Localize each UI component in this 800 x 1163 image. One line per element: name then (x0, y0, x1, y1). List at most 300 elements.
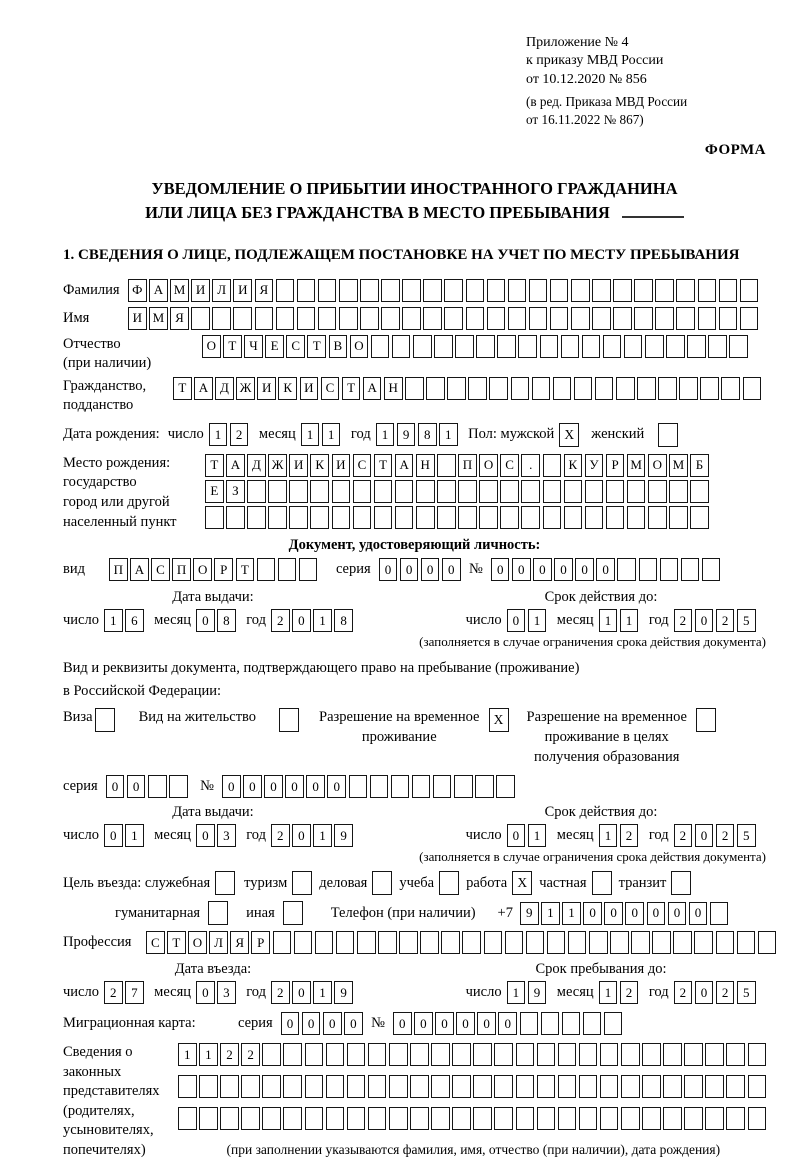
char-cell[interactable] (613, 307, 632, 330)
char-cell[interactable]: 0 (491, 558, 510, 581)
char-cell[interactable] (537, 1075, 556, 1098)
char-cell[interactable] (521, 480, 540, 503)
char-cell[interactable] (289, 506, 308, 529)
char-cell[interactable]: 1 (313, 609, 332, 632)
char-cell[interactable]: 5 (737, 981, 756, 1004)
char-cell[interactable]: С (146, 931, 165, 954)
char-cell[interactable]: 2 (674, 824, 693, 847)
char-cell[interactable] (371, 335, 390, 358)
char-cell[interactable]: 2 (716, 981, 735, 1004)
char-cell[interactable]: 0 (456, 1012, 475, 1035)
char-cell[interactable]: У (585, 454, 604, 477)
char-cell[interactable] (452, 1043, 471, 1066)
doc-issue-month-cells[interactable] (196, 609, 238, 632)
char-cell[interactable]: А (363, 377, 382, 400)
char-cell[interactable] (360, 279, 379, 302)
char-cell[interactable]: 8 (334, 609, 353, 632)
char-cell[interactable] (708, 335, 727, 358)
char-cell[interactable] (268, 506, 287, 529)
char-cell[interactable] (583, 1012, 602, 1035)
char-cell[interactable]: 1 (528, 824, 547, 847)
char-cell[interactable]: А (395, 454, 414, 477)
char-cell[interactable]: 2 (271, 824, 290, 847)
char-cell[interactable]: А (149, 279, 168, 302)
char-cell[interactable]: 1 (599, 981, 618, 1004)
char-cell[interactable]: 0 (323, 1012, 342, 1035)
rvp-number-cells[interactable] (222, 775, 517, 798)
char-cell[interactable]: 8 (418, 423, 437, 446)
char-cell[interactable] (402, 279, 421, 302)
char-cell[interactable]: Л (209, 931, 228, 954)
char-cell[interactable] (353, 506, 372, 529)
char-cell[interactable] (634, 279, 653, 302)
char-cell[interactable]: Я (230, 931, 249, 954)
char-cell[interactable]: О (202, 335, 221, 358)
char-cell[interactable]: З (226, 480, 245, 503)
purpose-official-checkbox[interactable] (215, 871, 235, 895)
rvp-valid-day-cells[interactable] (507, 824, 549, 847)
char-cell[interactable] (508, 307, 527, 330)
char-cell[interactable] (339, 279, 358, 302)
char-cell[interactable] (710, 902, 729, 925)
char-cell[interactable] (681, 558, 700, 581)
rvp-issue-month-cells[interactable] (196, 824, 238, 847)
char-cell[interactable] (479, 480, 498, 503)
char-cell[interactable] (205, 506, 224, 529)
char-cell[interactable]: 2 (620, 981, 639, 1004)
char-cell[interactable] (395, 480, 414, 503)
char-cell[interactable] (178, 1107, 197, 1130)
char-cell[interactable]: И (332, 454, 351, 477)
char-cell[interactable]: Т (374, 454, 393, 477)
char-cell[interactable] (326, 1107, 345, 1130)
purpose-study-checkbox[interactable] (439, 871, 459, 895)
char-cell[interactable]: Е (205, 480, 224, 503)
char-cell[interactable]: Ф (128, 279, 147, 302)
char-cell[interactable]: И (233, 279, 252, 302)
rvp-checkbox[interactable]: X (489, 708, 509, 732)
char-cell[interactable] (543, 480, 562, 503)
char-cell[interactable]: 0 (243, 775, 262, 798)
char-cell[interactable]: С (286, 335, 305, 358)
char-cell[interactable]: И (289, 454, 308, 477)
char-cell[interactable]: Р (251, 931, 270, 954)
birth-year-cells[interactable] (376, 423, 460, 446)
char-cell[interactable]: 6 (125, 609, 144, 632)
char-cell[interactable] (423, 307, 442, 330)
char-cell[interactable] (663, 1043, 682, 1066)
char-cell[interactable] (389, 1043, 408, 1066)
rvp-education-checkbox[interactable] (696, 708, 716, 732)
char-cell[interactable]: 0 (695, 981, 714, 1004)
birthplace-row2-cells[interactable] (205, 480, 711, 503)
char-cell[interactable] (726, 1107, 745, 1130)
char-cell[interactable]: И (191, 279, 210, 302)
profession-cells[interactable] (146, 931, 779, 954)
char-cell[interactable] (487, 279, 506, 302)
char-cell[interactable] (540, 335, 559, 358)
char-cell[interactable]: 7 (125, 981, 144, 1004)
char-cell[interactable] (676, 307, 695, 330)
char-cell[interactable] (543, 506, 562, 529)
char-cell[interactable] (169, 775, 188, 798)
birth-day-cells[interactable] (209, 423, 251, 446)
char-cell[interactable] (479, 506, 498, 529)
char-cell[interactable] (639, 558, 658, 581)
char-cell[interactable] (702, 558, 721, 581)
char-cell[interactable] (529, 279, 548, 302)
char-cell[interactable] (368, 1043, 387, 1066)
char-cell[interactable] (505, 931, 524, 954)
char-cell[interactable] (634, 307, 653, 330)
char-cell[interactable] (353, 480, 372, 503)
char-cell[interactable]: 0 (604, 902, 623, 925)
char-cell[interactable]: 2 (220, 1043, 239, 1066)
char-cell[interactable]: 9 (334, 981, 353, 1004)
char-cell[interactable] (600, 1075, 619, 1098)
char-cell[interactable] (410, 1107, 429, 1130)
representatives-row2-cells[interactable] (178, 1075, 769, 1098)
char-cell[interactable] (484, 931, 503, 954)
char-cell[interactable] (537, 1043, 556, 1066)
char-cell[interactable] (721, 377, 740, 400)
char-cell[interactable] (743, 377, 762, 400)
char-cell[interactable] (621, 1043, 640, 1066)
char-cell[interactable]: И (128, 307, 147, 330)
char-cell[interactable]: Т (236, 558, 255, 581)
char-cell[interactable] (740, 279, 759, 302)
char-cell[interactable] (719, 279, 738, 302)
char-cell[interactable] (645, 335, 664, 358)
char-cell[interactable] (719, 307, 738, 330)
char-cell[interactable]: 1 (599, 609, 618, 632)
char-cell[interactable] (642, 1107, 661, 1130)
char-cell[interactable] (455, 335, 474, 358)
char-cell[interactable] (518, 335, 537, 358)
char-cell[interactable] (278, 558, 297, 581)
char-cell[interactable]: 1 (313, 981, 332, 1004)
char-cell[interactable] (447, 377, 466, 400)
char-cell[interactable]: 1 (562, 902, 581, 925)
char-cell[interactable] (257, 558, 276, 581)
char-cell[interactable] (283, 1107, 302, 1130)
purpose-humanitarian-checkbox[interactable] (208, 901, 228, 925)
char-cell[interactable]: 5 (737, 824, 756, 847)
char-cell[interactable]: П (172, 558, 191, 581)
char-cell[interactable] (663, 1107, 682, 1130)
char-cell[interactable]: 2 (271, 981, 290, 1004)
char-cell[interactable] (500, 506, 519, 529)
char-cell[interactable] (600, 1107, 619, 1130)
char-cell[interactable] (441, 931, 460, 954)
char-cell[interactable] (684, 1043, 703, 1066)
char-cell[interactable] (526, 931, 545, 954)
char-cell[interactable] (521, 506, 540, 529)
char-cell[interactable] (571, 279, 590, 302)
char-cell[interactable] (666, 335, 685, 358)
char-cell[interactable]: . (521, 454, 540, 477)
representatives-row3-cells[interactable] (178, 1107, 769, 1130)
char-cell[interactable] (592, 279, 611, 302)
char-cell[interactable]: 0 (668, 902, 687, 925)
char-cell[interactable]: О (479, 454, 498, 477)
char-cell[interactable]: 0 (127, 775, 146, 798)
char-cell[interactable] (392, 335, 411, 358)
char-cell[interactable]: М (149, 307, 168, 330)
char-cell[interactable] (423, 279, 442, 302)
doc-number-cells[interactable] (491, 558, 723, 581)
char-cell[interactable]: 1 (104, 609, 123, 632)
char-cell[interactable]: 0 (302, 1012, 321, 1035)
char-cell[interactable]: Н (384, 377, 403, 400)
char-cell[interactable] (220, 1107, 239, 1130)
stay-year-cells[interactable] (674, 981, 758, 1004)
char-cell[interactable]: 0 (222, 775, 241, 798)
char-cell[interactable] (621, 1107, 640, 1130)
char-cell[interactable] (737, 931, 756, 954)
char-cell[interactable] (381, 279, 400, 302)
char-cell[interactable] (310, 480, 329, 503)
char-cell[interactable] (283, 1043, 302, 1066)
char-cell[interactable]: 0 (498, 1012, 517, 1035)
char-cell[interactable]: Я (255, 279, 274, 302)
char-cell[interactable] (648, 480, 667, 503)
char-cell[interactable]: И (257, 377, 276, 400)
char-cell[interactable]: 1 (376, 423, 395, 446)
char-cell[interactable] (332, 480, 351, 503)
char-cell[interactable]: 0 (327, 775, 346, 798)
char-cell[interactable] (758, 931, 777, 954)
char-cell[interactable] (516, 1107, 535, 1130)
rvp-valid-month-cells[interactable] (599, 824, 641, 847)
char-cell[interactable] (336, 931, 355, 954)
purpose-work-checkbox[interactable]: X (512, 871, 532, 895)
char-cell[interactable] (276, 307, 295, 330)
char-cell[interactable] (233, 307, 252, 330)
char-cell[interactable] (305, 1043, 324, 1066)
char-cell[interactable] (684, 1075, 703, 1098)
char-cell[interactable]: 3 (217, 824, 236, 847)
char-cell[interactable]: 0 (400, 558, 419, 581)
char-cell[interactable] (360, 307, 379, 330)
char-cell[interactable]: Е (265, 335, 284, 358)
char-cell[interactable] (332, 506, 351, 529)
char-cell[interactable] (600, 1043, 619, 1066)
char-cell[interactable] (297, 279, 316, 302)
char-cell[interactable] (391, 775, 410, 798)
char-cell[interactable] (616, 377, 635, 400)
char-cell[interactable] (592, 307, 611, 330)
char-cell[interactable] (402, 307, 421, 330)
char-cell[interactable]: Я (170, 307, 189, 330)
char-cell[interactable] (212, 307, 231, 330)
char-cell[interactable]: А (194, 377, 213, 400)
char-cell[interactable] (326, 1043, 345, 1066)
char-cell[interactable] (558, 1075, 577, 1098)
char-cell[interactable]: 0 (647, 902, 666, 925)
char-cell[interactable] (437, 454, 456, 477)
char-cell[interactable] (673, 931, 692, 954)
doc-valid-month-cells[interactable] (599, 609, 641, 632)
char-cell[interactable] (624, 335, 643, 358)
char-cell[interactable] (648, 506, 667, 529)
purpose-tourism-checkbox[interactable] (292, 871, 312, 895)
char-cell[interactable] (547, 931, 566, 954)
char-cell[interactable] (310, 506, 329, 529)
char-cell[interactable] (729, 335, 748, 358)
representatives-row1-cells[interactable] (178, 1043, 769, 1066)
char-cell[interactable]: 9 (334, 824, 353, 847)
char-cell[interactable] (494, 1075, 513, 1098)
char-cell[interactable]: С (353, 454, 372, 477)
char-cell[interactable]: 1 (125, 824, 144, 847)
char-cell[interactable] (658, 377, 677, 400)
char-cell[interactable] (178, 1075, 197, 1098)
char-cell[interactable] (585, 480, 604, 503)
char-cell[interactable]: 2 (716, 824, 735, 847)
residence-permit-checkbox[interactable] (279, 708, 299, 732)
char-cell[interactable] (606, 480, 625, 503)
char-cell[interactable] (431, 1107, 450, 1130)
char-cell[interactable]: К (564, 454, 583, 477)
char-cell[interactable]: 0 (435, 1012, 454, 1035)
char-cell[interactable] (262, 1043, 281, 1066)
char-cell[interactable]: 0 (689, 902, 708, 925)
char-cell[interactable]: Ж (268, 454, 287, 477)
char-cell[interactable]: 1 (301, 423, 320, 446)
char-cell[interactable] (458, 506, 477, 529)
rvp-issue-year-cells[interactable] (271, 824, 355, 847)
char-cell[interactable] (516, 1075, 535, 1098)
char-cell[interactable] (466, 279, 485, 302)
char-cell[interactable] (255, 307, 274, 330)
char-cell[interactable]: О (193, 558, 212, 581)
char-cell[interactable] (726, 1043, 745, 1066)
doc-series-cells[interactable] (379, 558, 463, 581)
char-cell[interactable]: 0 (507, 609, 526, 632)
char-cell[interactable] (405, 377, 424, 400)
char-cell[interactable] (579, 1043, 598, 1066)
char-cell[interactable] (613, 279, 632, 302)
char-cell[interactable] (299, 558, 318, 581)
char-cell[interactable] (475, 775, 494, 798)
char-cell[interactable] (487, 307, 506, 330)
char-cell[interactable] (148, 775, 167, 798)
char-cell[interactable] (748, 1043, 767, 1066)
birthplace-row1-cells[interactable] (205, 454, 711, 477)
char-cell[interactable] (655, 307, 674, 330)
char-cell[interactable] (494, 1043, 513, 1066)
char-cell[interactable]: И (300, 377, 319, 400)
char-cell[interactable]: 0 (575, 558, 594, 581)
char-cell[interactable] (676, 279, 695, 302)
char-cell[interactable]: Л (212, 279, 231, 302)
char-cell[interactable] (595, 377, 614, 400)
char-cell[interactable] (305, 1075, 324, 1098)
char-cell[interactable]: 0 (533, 558, 552, 581)
char-cell[interactable] (705, 1107, 724, 1130)
entry-day-cells[interactable] (104, 981, 146, 1004)
char-cell[interactable] (748, 1107, 767, 1130)
char-cell[interactable] (410, 1075, 429, 1098)
char-cell[interactable] (571, 307, 590, 330)
phone-cells[interactable] (520, 902, 731, 925)
char-cell[interactable] (412, 775, 431, 798)
char-cell[interactable]: 2 (230, 423, 249, 446)
char-cell[interactable] (579, 1075, 598, 1098)
char-cell[interactable] (199, 1107, 218, 1130)
char-cell[interactable] (416, 480, 435, 503)
char-cell[interactable]: 2 (620, 824, 639, 847)
char-cell[interactable] (452, 1107, 471, 1130)
char-cell[interactable]: 0 (512, 558, 531, 581)
char-cell[interactable]: Т (167, 931, 186, 954)
char-cell[interactable] (454, 775, 473, 798)
char-cell[interactable]: 0 (554, 558, 573, 581)
char-cell[interactable] (458, 480, 477, 503)
char-cell[interactable] (669, 480, 688, 503)
char-cell[interactable] (585, 506, 604, 529)
char-cell[interactable]: 1 (313, 824, 332, 847)
char-cell[interactable]: М (627, 454, 646, 477)
char-cell[interactable]: Т (307, 335, 326, 358)
char-cell[interactable] (431, 1075, 450, 1098)
char-cell[interactable] (589, 931, 608, 954)
char-cell[interactable] (444, 279, 463, 302)
char-cell[interactable] (437, 506, 456, 529)
doc-kind-cells[interactable] (109, 558, 320, 581)
char-cell[interactable] (476, 335, 495, 358)
char-cell[interactable] (660, 558, 679, 581)
char-cell[interactable] (558, 1043, 577, 1066)
char-cell[interactable] (606, 506, 625, 529)
char-cell[interactable] (347, 1075, 366, 1098)
char-cell[interactable] (537, 1107, 556, 1130)
char-cell[interactable] (381, 307, 400, 330)
char-cell[interactable] (627, 506, 646, 529)
char-cell[interactable] (378, 931, 397, 954)
char-cell[interactable] (339, 307, 358, 330)
char-cell[interactable]: А (130, 558, 149, 581)
char-cell[interactable]: М (170, 279, 189, 302)
char-cell[interactable]: 2 (716, 609, 735, 632)
migration-series-cells[interactable] (281, 1012, 365, 1035)
doc-valid-year-cells[interactable] (674, 609, 758, 632)
char-cell[interactable] (568, 931, 587, 954)
char-cell[interactable]: 0 (507, 824, 526, 847)
char-cell[interactable]: Ж (236, 377, 255, 400)
doc-issue-day-cells[interactable] (104, 609, 146, 632)
char-cell[interactable]: 0 (306, 775, 325, 798)
char-cell[interactable] (473, 1043, 492, 1066)
char-cell[interactable] (705, 1043, 724, 1066)
char-cell[interactable]: 0 (292, 609, 311, 632)
char-cell[interactable] (297, 307, 316, 330)
char-cell[interactable]: 2 (674, 981, 693, 1004)
char-cell[interactable]: 2 (241, 1043, 260, 1066)
char-cell[interactable] (370, 775, 389, 798)
char-cell[interactable] (550, 279, 569, 302)
birth-month-cells[interactable] (301, 423, 343, 446)
char-cell[interactable] (199, 1075, 218, 1098)
char-cell[interactable] (226, 506, 245, 529)
char-cell[interactable] (558, 1107, 577, 1130)
char-cell[interactable] (511, 377, 530, 400)
char-cell[interactable]: 2 (271, 609, 290, 632)
char-cell[interactable]: 0 (625, 902, 644, 925)
char-cell[interactable]: 0 (414, 1012, 433, 1035)
char-cell[interactable]: 1 (620, 609, 639, 632)
